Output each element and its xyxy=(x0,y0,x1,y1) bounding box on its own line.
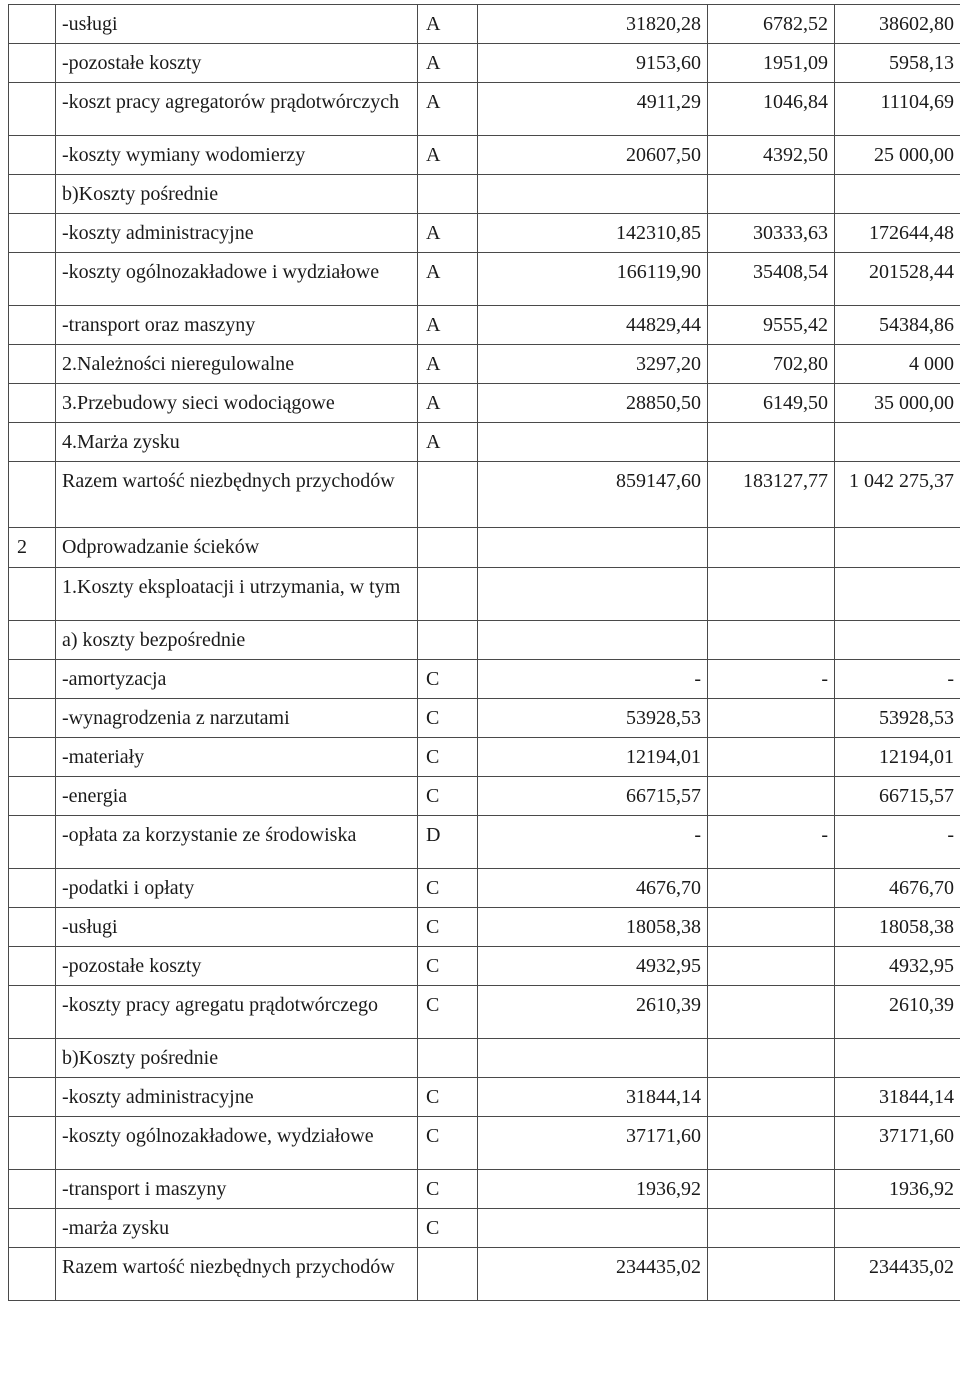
row-value-2 xyxy=(708,947,835,986)
row-value-1 xyxy=(478,1209,708,1248)
row-number xyxy=(9,1209,56,1248)
row-value-1: 31820,28 xyxy=(478,5,708,44)
row-number xyxy=(9,816,56,869)
row-value-3: - xyxy=(835,816,960,869)
row-value-3: 38602,80 xyxy=(835,5,960,44)
row-label: b)Koszty pośrednie xyxy=(56,175,418,214)
row-label: -koszty wymiany wodomierzy xyxy=(56,136,418,175)
row-code xyxy=(418,568,478,621)
row-number xyxy=(9,908,56,947)
table-row xyxy=(9,1170,960,1209)
row-code: A xyxy=(418,253,478,306)
cost-table-body xyxy=(9,5,960,1301)
row-value-2 xyxy=(708,1248,835,1301)
row-value-3 xyxy=(835,568,960,621)
row-value-1: 18058,38 xyxy=(478,908,708,947)
row-value-1: 166119,90 xyxy=(478,253,708,306)
row-number xyxy=(9,699,56,738)
row-number xyxy=(9,1248,56,1301)
table-row xyxy=(9,1248,960,1301)
row-value-3 xyxy=(835,1039,960,1078)
row-label: -koszty administracyjne xyxy=(56,214,418,253)
row-label: -podatki i opłaty xyxy=(56,869,418,908)
row-value-3: 1936,92 xyxy=(835,1170,960,1209)
row-code: C xyxy=(418,738,478,777)
row-value-1 xyxy=(478,423,708,462)
row-value-3 xyxy=(835,175,960,214)
row-number xyxy=(9,306,56,345)
row-value-2 xyxy=(708,986,835,1039)
row-number xyxy=(9,462,56,528)
table-row xyxy=(9,1117,960,1170)
row-code: C xyxy=(418,1170,478,1209)
row-value-2 xyxy=(708,1209,835,1248)
row-value-3: 54384,86 xyxy=(835,306,960,345)
row-number xyxy=(9,738,56,777)
row-label: -koszty ogólnozakładowe, wydziałowe xyxy=(56,1117,418,1170)
row-value-3: 234435,02 xyxy=(835,1248,960,1301)
row-number xyxy=(9,1117,56,1170)
row-code: C xyxy=(418,699,478,738)
row-value-2: 6782,52 xyxy=(708,5,835,44)
row-value-3: 5958,13 xyxy=(835,44,960,83)
row-value-2: 30333,63 xyxy=(708,214,835,253)
row-label: -amortyzacja xyxy=(56,660,418,699)
table-row xyxy=(9,816,960,869)
row-label: -marża zysku xyxy=(56,1209,418,1248)
row-value-2 xyxy=(708,1170,835,1209)
table-row xyxy=(9,568,960,621)
row-value-2 xyxy=(708,175,835,214)
row-label: -koszt pracy agregatorów prądotwórczych xyxy=(56,83,418,136)
row-code xyxy=(418,528,478,568)
row-value-2 xyxy=(708,528,835,568)
row-value-1: 44829,44 xyxy=(478,306,708,345)
row-value-1: 4932,95 xyxy=(478,947,708,986)
table-row xyxy=(9,621,960,660)
row-value-3: 37171,60 xyxy=(835,1117,960,1170)
row-label: -pozostałe koszty xyxy=(56,44,418,83)
row-code: C xyxy=(418,1209,478,1248)
row-value-2: - xyxy=(708,816,835,869)
row-number xyxy=(9,947,56,986)
row-value-2: 702,80 xyxy=(708,345,835,384)
row-value-3: 66715,57 xyxy=(835,777,960,816)
row-value-1: 1936,92 xyxy=(478,1170,708,1209)
row-value-3: 18058,38 xyxy=(835,908,960,947)
row-label: Razem wartość niezbędnych przychodów xyxy=(56,462,418,528)
row-value-1: 31844,14 xyxy=(478,1078,708,1117)
row-value-1: 234435,02 xyxy=(478,1248,708,1301)
table-row xyxy=(9,5,960,44)
row-code: A xyxy=(418,5,478,44)
row-value-1 xyxy=(478,175,708,214)
row-value-3: - xyxy=(835,660,960,699)
row-number xyxy=(9,1170,56,1209)
row-value-2: 6149,50 xyxy=(708,384,835,423)
row-value-2 xyxy=(708,423,835,462)
row-label: -materiały xyxy=(56,738,418,777)
table-row xyxy=(9,306,960,345)
row-number xyxy=(9,345,56,384)
table-row xyxy=(9,777,960,816)
row-value-1: 2610,39 xyxy=(478,986,708,1039)
row-label: -transport oraz maszyny xyxy=(56,306,418,345)
row-number xyxy=(9,83,56,136)
row-code xyxy=(418,1039,478,1078)
row-code: A xyxy=(418,44,478,83)
row-label: 3.Przebudowy sieci wodociągowe xyxy=(56,384,418,423)
table-row xyxy=(9,738,960,777)
row-code: C xyxy=(418,869,478,908)
row-value-1: 3297,20 xyxy=(478,345,708,384)
row-label: -koszty ogólnozakładowe i wydziałowe xyxy=(56,253,418,306)
row-value-3 xyxy=(835,621,960,660)
table-row xyxy=(9,462,960,528)
row-label: -usługi xyxy=(56,5,418,44)
row-value-2: 183127,77 xyxy=(708,462,835,528)
row-code: C xyxy=(418,1078,478,1117)
row-value-3: 4676,70 xyxy=(835,869,960,908)
row-value-1: 37171,60 xyxy=(478,1117,708,1170)
row-value-3: 31844,14 xyxy=(835,1078,960,1117)
row-value-2 xyxy=(708,699,835,738)
row-label: -energia xyxy=(56,777,418,816)
row-number xyxy=(9,777,56,816)
row-value-2: 1046,84 xyxy=(708,83,835,136)
row-value-2: 4392,50 xyxy=(708,136,835,175)
row-label: -transport i maszyny xyxy=(56,1170,418,1209)
row-value-1: 142310,85 xyxy=(478,214,708,253)
table-row xyxy=(9,947,960,986)
row-code: A xyxy=(418,384,478,423)
table-row xyxy=(9,214,960,253)
row-value-1: - xyxy=(478,660,708,699)
row-label: Odprowadzanie ścieków xyxy=(56,528,418,568)
table-row xyxy=(9,528,960,568)
row-label: a) koszty bezpośrednie xyxy=(56,621,418,660)
table-row xyxy=(9,1039,960,1078)
table-row xyxy=(9,1078,960,1117)
row-label: b)Koszty pośrednie xyxy=(56,1039,418,1078)
table-row xyxy=(9,660,960,699)
row-value-2 xyxy=(708,621,835,660)
table-row xyxy=(9,1209,960,1248)
row-value-1: 859147,60 xyxy=(478,462,708,528)
row-label: -pozostałe koszty xyxy=(56,947,418,986)
row-label: 2.Należności nieregulowalne xyxy=(56,345,418,384)
row-number xyxy=(9,175,56,214)
row-value-2 xyxy=(708,738,835,777)
row-value-3 xyxy=(835,423,960,462)
row-value-3: 11104,69 xyxy=(835,83,960,136)
row-value-3: 4 000 xyxy=(835,345,960,384)
row-code: A xyxy=(418,136,478,175)
row-number xyxy=(9,5,56,44)
row-code: A xyxy=(418,83,478,136)
table-row xyxy=(9,253,960,306)
table-row xyxy=(9,83,960,136)
table-row xyxy=(9,136,960,175)
row-number xyxy=(9,1039,56,1078)
row-value-1 xyxy=(478,621,708,660)
row-value-2 xyxy=(708,777,835,816)
row-value-2 xyxy=(708,908,835,947)
row-label: Razem wartość niezbędnych przychodów xyxy=(56,1248,418,1301)
row-value-2: 9555,42 xyxy=(708,306,835,345)
row-value-3 xyxy=(835,1209,960,1248)
row-label: -opłata za korzystanie ze środowiska xyxy=(56,816,418,869)
table-row xyxy=(9,908,960,947)
row-value-3: 201528,44 xyxy=(835,253,960,306)
row-value-1: 9153,60 xyxy=(478,44,708,83)
row-code: C xyxy=(418,908,478,947)
row-value-1 xyxy=(478,528,708,568)
row-value-1: 4676,70 xyxy=(478,869,708,908)
row-value-3: 53928,53 xyxy=(835,699,960,738)
row-code xyxy=(418,462,478,528)
row-value-3: 35 000,00 xyxy=(835,384,960,423)
row-number xyxy=(9,44,56,83)
row-code: A xyxy=(418,423,478,462)
row-label: -koszty pracy agregatu prądotwórczego xyxy=(56,986,418,1039)
row-code: C xyxy=(418,660,478,699)
row-number xyxy=(9,621,56,660)
row-label: -wynagrodzenia z narzutami xyxy=(56,699,418,738)
row-value-1 xyxy=(478,1039,708,1078)
row-label: 1.Koszty eksploatacji i utrzymania, w tym xyxy=(56,568,418,621)
table-row xyxy=(9,384,960,423)
row-value-2 xyxy=(708,1039,835,1078)
row-code xyxy=(418,1248,478,1301)
row-code: A xyxy=(418,214,478,253)
row-number xyxy=(9,568,56,621)
row-value-3: 12194,01 xyxy=(835,738,960,777)
table-row xyxy=(9,699,960,738)
row-number xyxy=(9,423,56,462)
table-row xyxy=(9,44,960,83)
row-value-1: 4911,29 xyxy=(478,83,708,136)
row-code: A xyxy=(418,306,478,345)
row-value-1: 12194,01 xyxy=(478,738,708,777)
row-number xyxy=(9,253,56,306)
row-label: -usługi xyxy=(56,908,418,947)
row-value-1: 28850,50 xyxy=(478,384,708,423)
row-value-2 xyxy=(708,869,835,908)
row-value-3: 2610,39 xyxy=(835,986,960,1039)
row-value-3: 4932,95 xyxy=(835,947,960,986)
row-value-2 xyxy=(708,568,835,621)
row-value-2 xyxy=(708,1078,835,1117)
row-value-1: 53928,53 xyxy=(478,699,708,738)
row-value-2: - xyxy=(708,660,835,699)
row-value-2: 1951,09 xyxy=(708,44,835,83)
row-code: C xyxy=(418,947,478,986)
row-code xyxy=(418,175,478,214)
row-value-3 xyxy=(835,528,960,568)
table-row xyxy=(9,986,960,1039)
row-label: -koszty administracyjne xyxy=(56,1078,418,1117)
table-row xyxy=(9,175,960,214)
row-number xyxy=(9,214,56,253)
table-row xyxy=(9,345,960,384)
row-value-3: 172644,48 xyxy=(835,214,960,253)
row-label: 4.Marża zysku xyxy=(56,423,418,462)
row-code: C xyxy=(418,986,478,1039)
row-code: C xyxy=(418,1117,478,1170)
row-value-2: 35408,54 xyxy=(708,253,835,306)
row-value-3: 1 042 275,37 xyxy=(835,462,960,528)
row-code: C xyxy=(418,777,478,816)
row-value-1 xyxy=(478,568,708,621)
row-value-3: 25 000,00 xyxy=(835,136,960,175)
row-code: D xyxy=(418,816,478,869)
table-row xyxy=(9,423,960,462)
row-value-1: - xyxy=(478,816,708,869)
row-value-2 xyxy=(708,1117,835,1170)
row-code: A xyxy=(418,345,478,384)
row-number xyxy=(9,1078,56,1117)
row-number xyxy=(9,869,56,908)
row-number: 2 xyxy=(9,528,56,568)
cost-table xyxy=(8,4,960,1301)
row-value-1: 66715,57 xyxy=(478,777,708,816)
row-number xyxy=(9,136,56,175)
row-value-1: 20607,50 xyxy=(478,136,708,175)
row-number xyxy=(9,384,56,423)
row-code xyxy=(418,621,478,660)
table-row xyxy=(9,869,960,908)
row-number xyxy=(9,986,56,1039)
row-number xyxy=(9,660,56,699)
